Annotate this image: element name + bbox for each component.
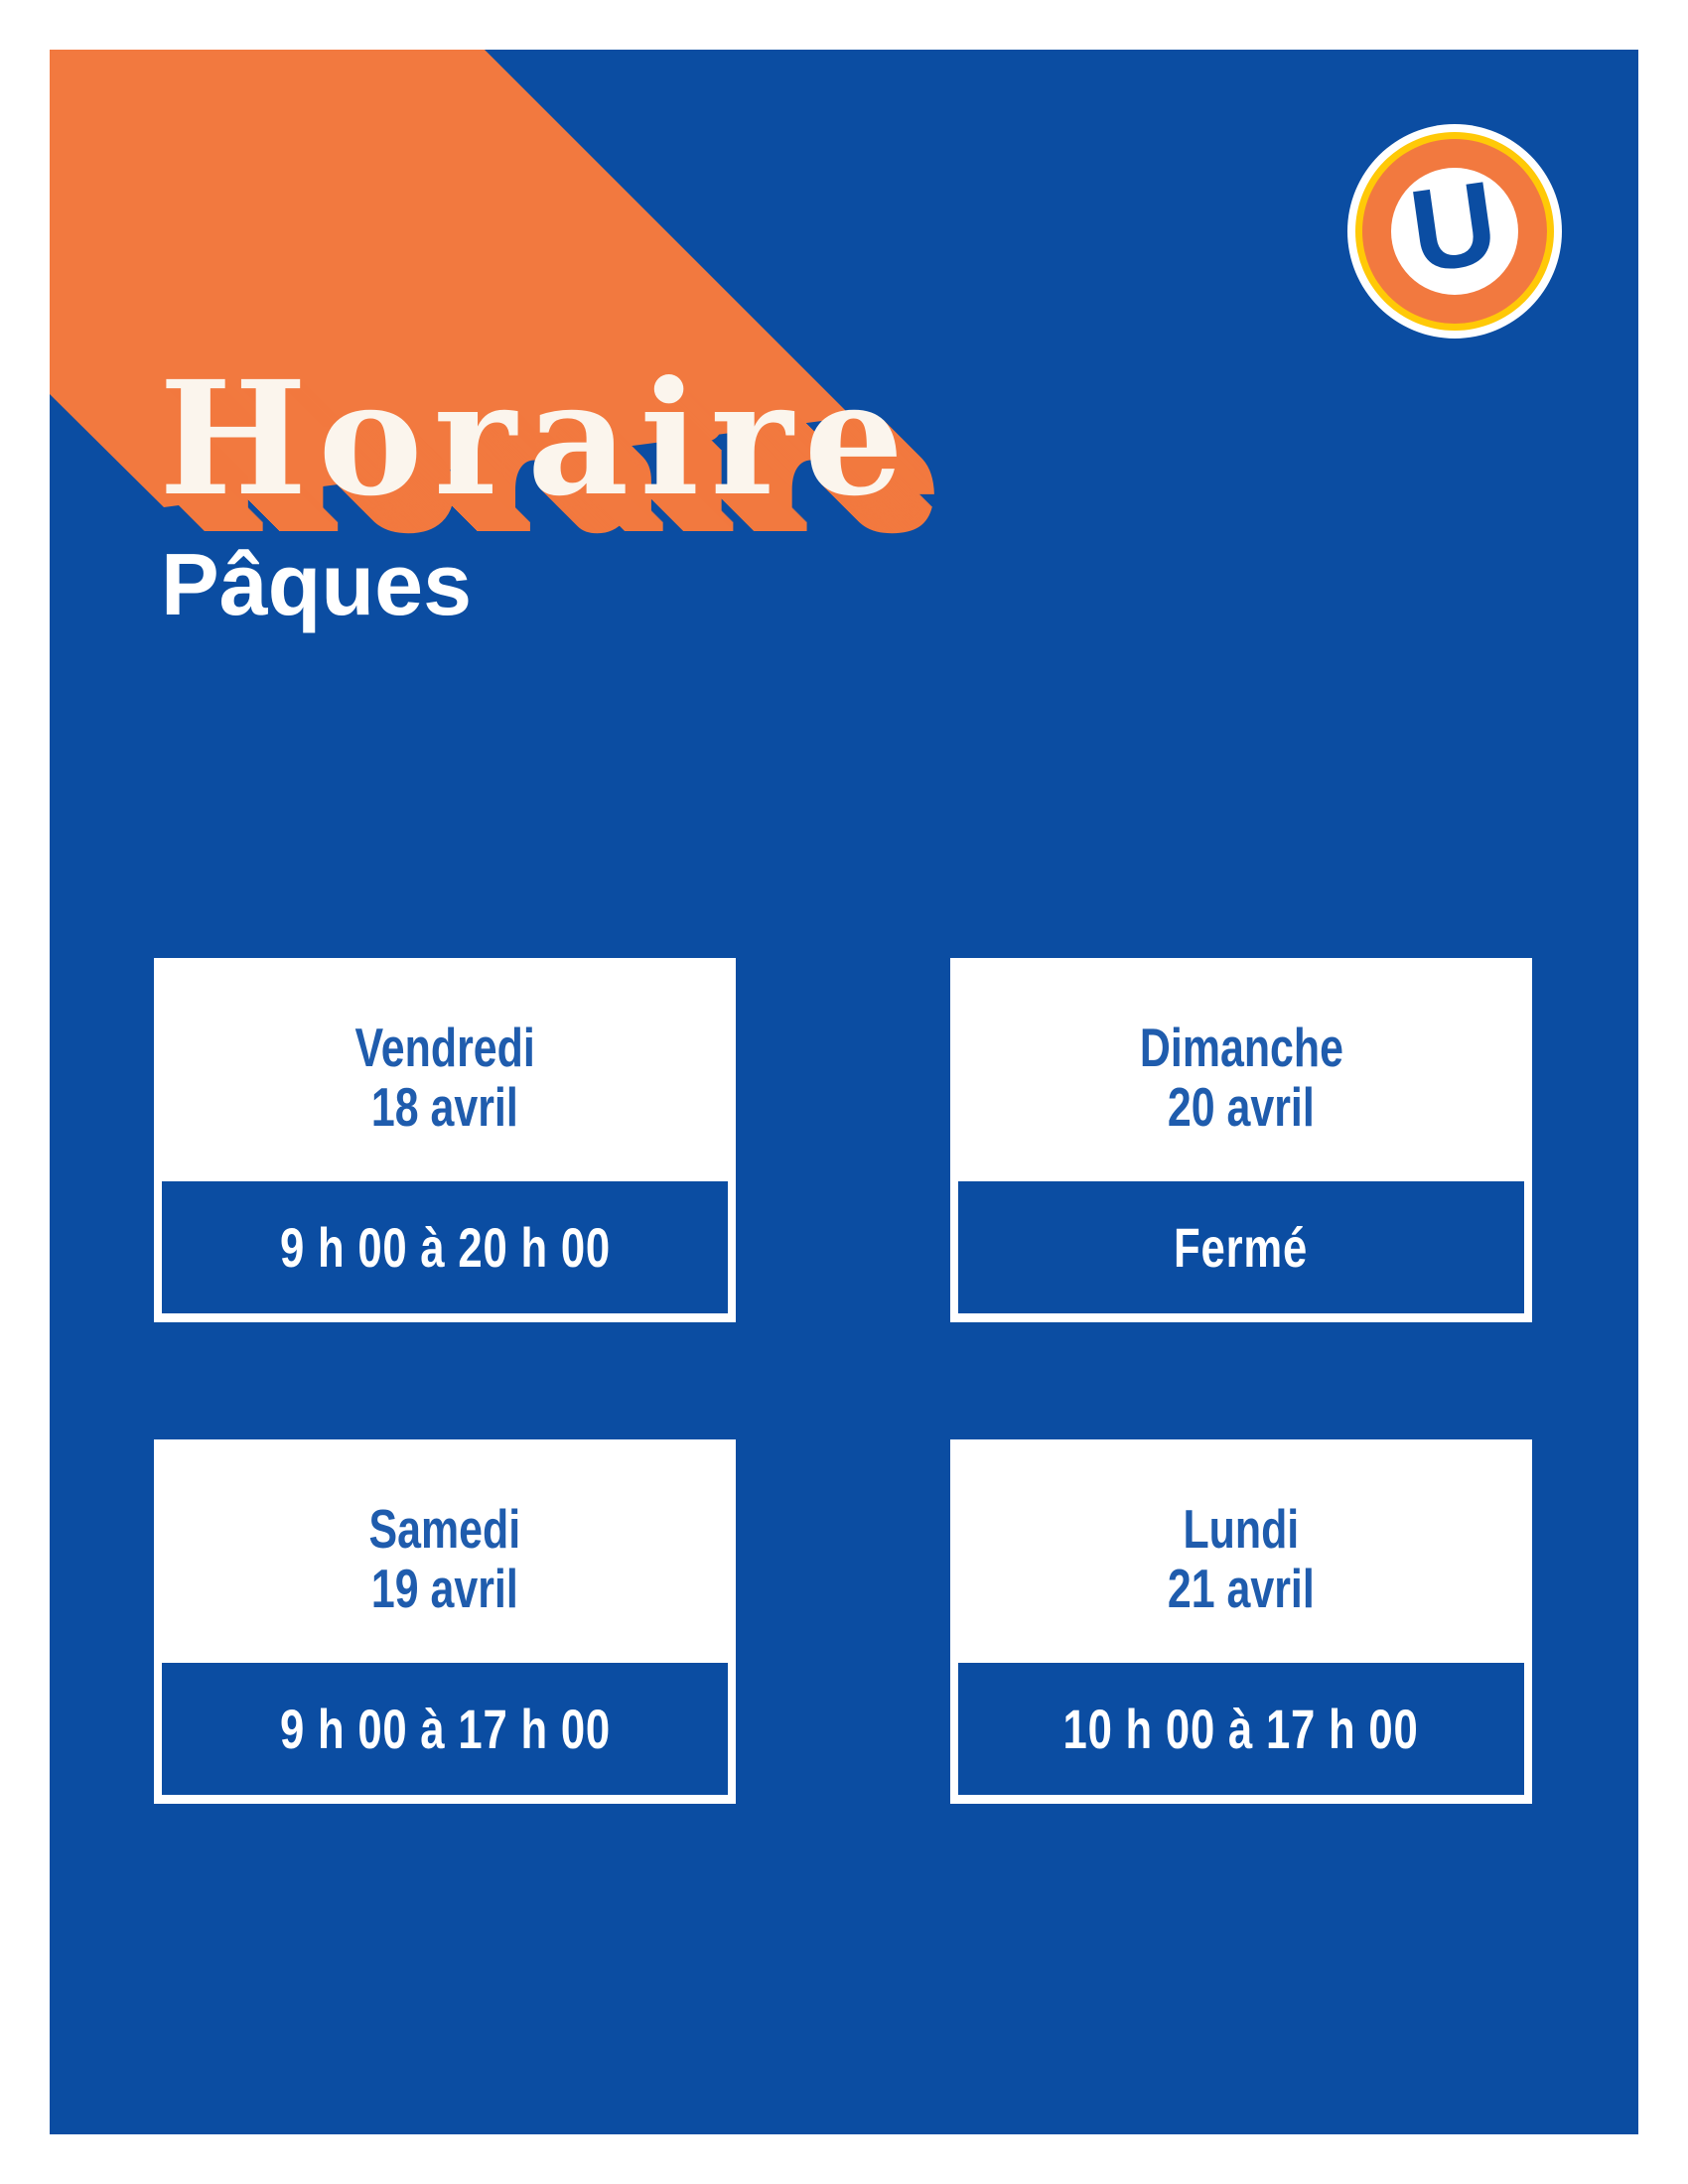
logo-u-icon: U: [1403, 156, 1505, 299]
card-day-group: [154, 958, 736, 1181]
card-day-group: [154, 1439, 736, 1663]
card-hours-band: [162, 1663, 728, 1795]
card-day-group: [950, 958, 1532, 1181]
schedule-card-samedi: [154, 1439, 736, 1804]
card-day: Vendredi: [354, 1016, 535, 1078]
page-subtitle: Pâques: [161, 535, 473, 633]
brand-logo: [1347, 124, 1562, 339]
card-day: Dimanche: [1139, 1016, 1343, 1078]
schedule-card-lundi: [950, 1439, 1532, 1804]
card-hours-band: [958, 1663, 1524, 1795]
blue-panel: [50, 50, 1638, 2134]
card-hours: Fermé: [1174, 1215, 1309, 1279]
card-day-group: [950, 1439, 1532, 1663]
card-hours: 9 h 00 à 20 h 00: [279, 1215, 611, 1279]
card-day: Samedi: [368, 1497, 521, 1560]
card-hours: 10 h 00 à 17 h 00: [1062, 1697, 1420, 1760]
card-hours-band: [162, 1181, 728, 1313]
card-hours: 9 h 00 à 17 h 00: [279, 1697, 611, 1760]
page-title: Horaire: [159, 347, 915, 531]
card-date: 20 avril: [1168, 1075, 1315, 1138]
card-date: 21 avril: [1168, 1557, 1315, 1619]
card-date: 19 avril: [371, 1557, 518, 1619]
logo-inner-disc: [1391, 156, 1518, 299]
card-date: 18 avril: [371, 1075, 518, 1138]
card-hours-band: [958, 1181, 1524, 1313]
schedule-card-vendredi: [154, 958, 736, 1322]
card-day: Lundi: [1183, 1497, 1300, 1560]
schedule-card-dimanche: [950, 958, 1532, 1322]
